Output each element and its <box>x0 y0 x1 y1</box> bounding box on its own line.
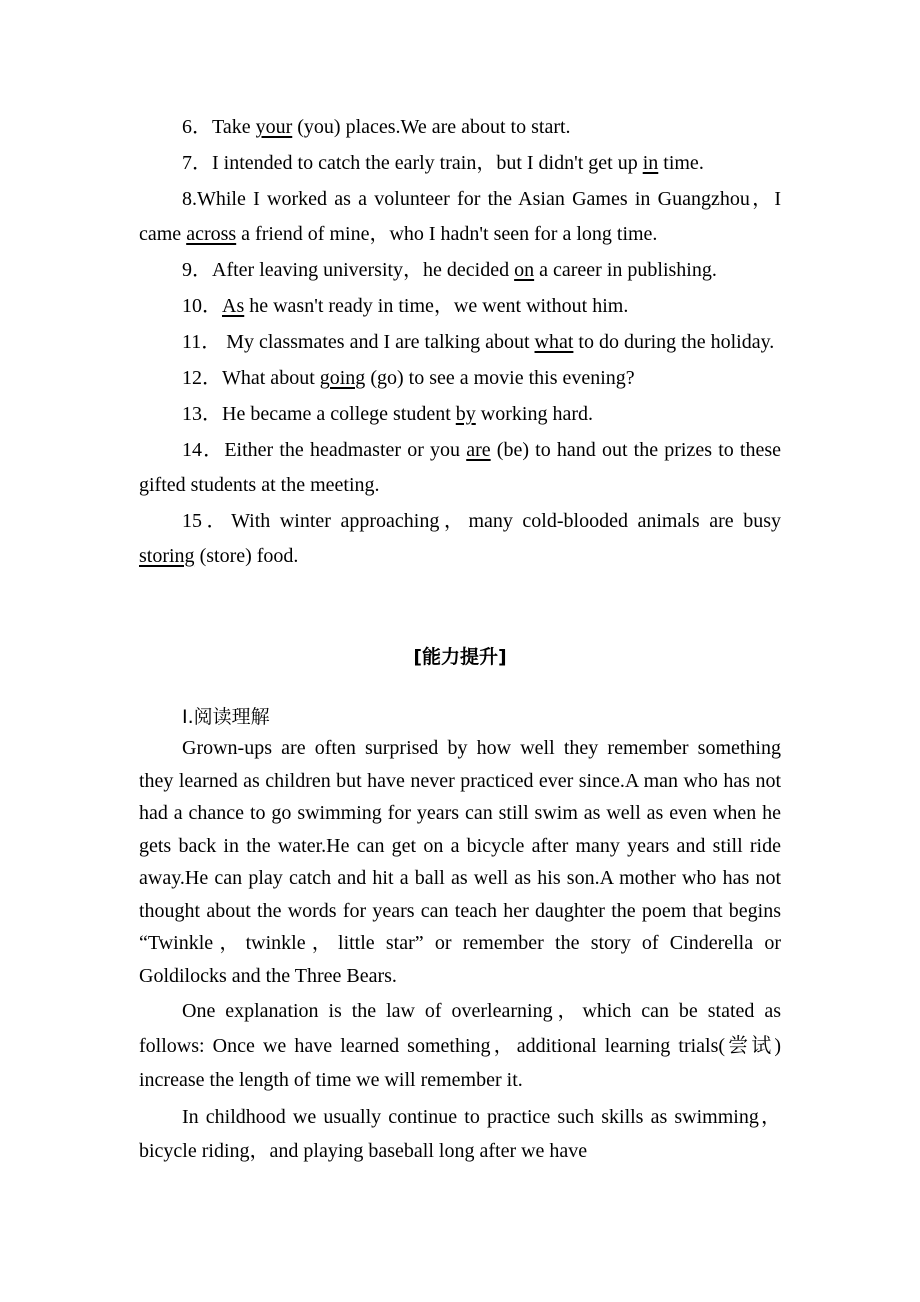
item-text: a friend of mine，who I hadn't seen for a long time. <box>236 223 658 245</box>
item-text: a career in publishing. <box>534 259 717 281</box>
item-number: 8. <box>182 188 197 210</box>
item-text: (you) places.We are about to start. <box>292 116 571 138</box>
exercise-item <box>139 325 781 360</box>
item-answer: by <box>455 403 476 425</box>
exercise-item <box>139 182 781 252</box>
passage-paragraph: Grown-ups are often surprised by how well they remember something they learned as children but have never practiced ever since.A man who has not had a chance to go swimming for years can still swim as well as even when he gets back in the water.He can get on a bicycle after many years and still ride away.He can play catch and hit a ball as well as his son.A mother who has not thought about the words for years can teach her daughter the poem that begins “Twinkle，twinkle，little star” or remember the story of Cinderella or Goldilocks and the Three Bears. <box>139 737 781 987</box>
item-text: What about <box>222 367 320 389</box>
item-text: While I worked as a volunteer for the Asian Games in Guangzhou，I came <box>139 188 781 245</box>
item-number: 14． <box>182 439 225 461</box>
item-text: Either the headmaster or you <box>224 439 467 461</box>
item-number: 7． <box>182 152 212 174</box>
item-text: (go) to see a movie this evening? <box>365 367 635 389</box>
item-text: Take <box>212 116 256 138</box>
item-number: 13． <box>182 403 222 425</box>
passage-paragraph: One explanation is the law of overlearning，which can be stated as follows: Once we have learned something，additional learning trials(尝试) increase the length of time we will remember it. <box>139 1000 781 1091</box>
exercise-item <box>139 146 781 181</box>
item-number: 6． <box>182 116 212 138</box>
item-text: (be) to hand out the prizes to these gifted students at the meeting. <box>139 439 782 496</box>
item-text: to do during the holiday. <box>573 331 775 353</box>
item-text: My classmates and I are talking about <box>221 331 535 353</box>
item-number: 9． <box>182 259 212 281</box>
item-number: 12． <box>182 367 222 389</box>
item-text: working hard. <box>475 403 593 425</box>
exercise-item <box>139 253 781 288</box>
exercise-item <box>139 361 781 396</box>
item-answer: are <box>466 439 491 461</box>
item-text: I intended to catch the early train，but I didn't get up <box>212 152 643 174</box>
item-answer: storing <box>139 545 195 567</box>
exercise-item <box>139 504 781 574</box>
item-number: 15． <box>182 510 232 532</box>
exercise-item <box>139 110 781 145</box>
item-number: 10． <box>182 295 222 317</box>
exercise-item <box>139 289 781 324</box>
item-answer: on <box>514 259 535 281</box>
exercise-list <box>139 110 781 575</box>
item-text: time. <box>658 152 704 174</box>
item-number: 11． <box>182 331 222 353</box>
item-text: he wasn't ready in time，we went without him. <box>244 295 629 317</box>
reading-passage <box>139 732 781 1171</box>
item-answer: going <box>319 367 366 389</box>
passage-paragraph: In childhood we usually continue to practice such skills as swimming，bicycle riding，and playing baseball long after we have <box>139 1105 781 1162</box>
item-text: (store) food. <box>194 545 299 567</box>
subsection-title: Ⅰ.阅读理解 <box>182 706 270 728</box>
item-answer: across <box>186 223 237 245</box>
item-answer: in <box>642 152 659 174</box>
exercise-item <box>139 433 781 503</box>
item-text: After leaving university，he decided <box>212 259 515 281</box>
section-heading: [能力提升] <box>413 646 507 668</box>
item-answer: what <box>534 331 574 353</box>
exercise-item <box>139 397 781 432</box>
item-answer: As <box>222 295 245 317</box>
item-text: With winter approaching，many cold-blooded animals are busy <box>231 510 782 532</box>
item-answer: your <box>255 116 293 138</box>
item-text: He became a college student <box>222 403 456 425</box>
